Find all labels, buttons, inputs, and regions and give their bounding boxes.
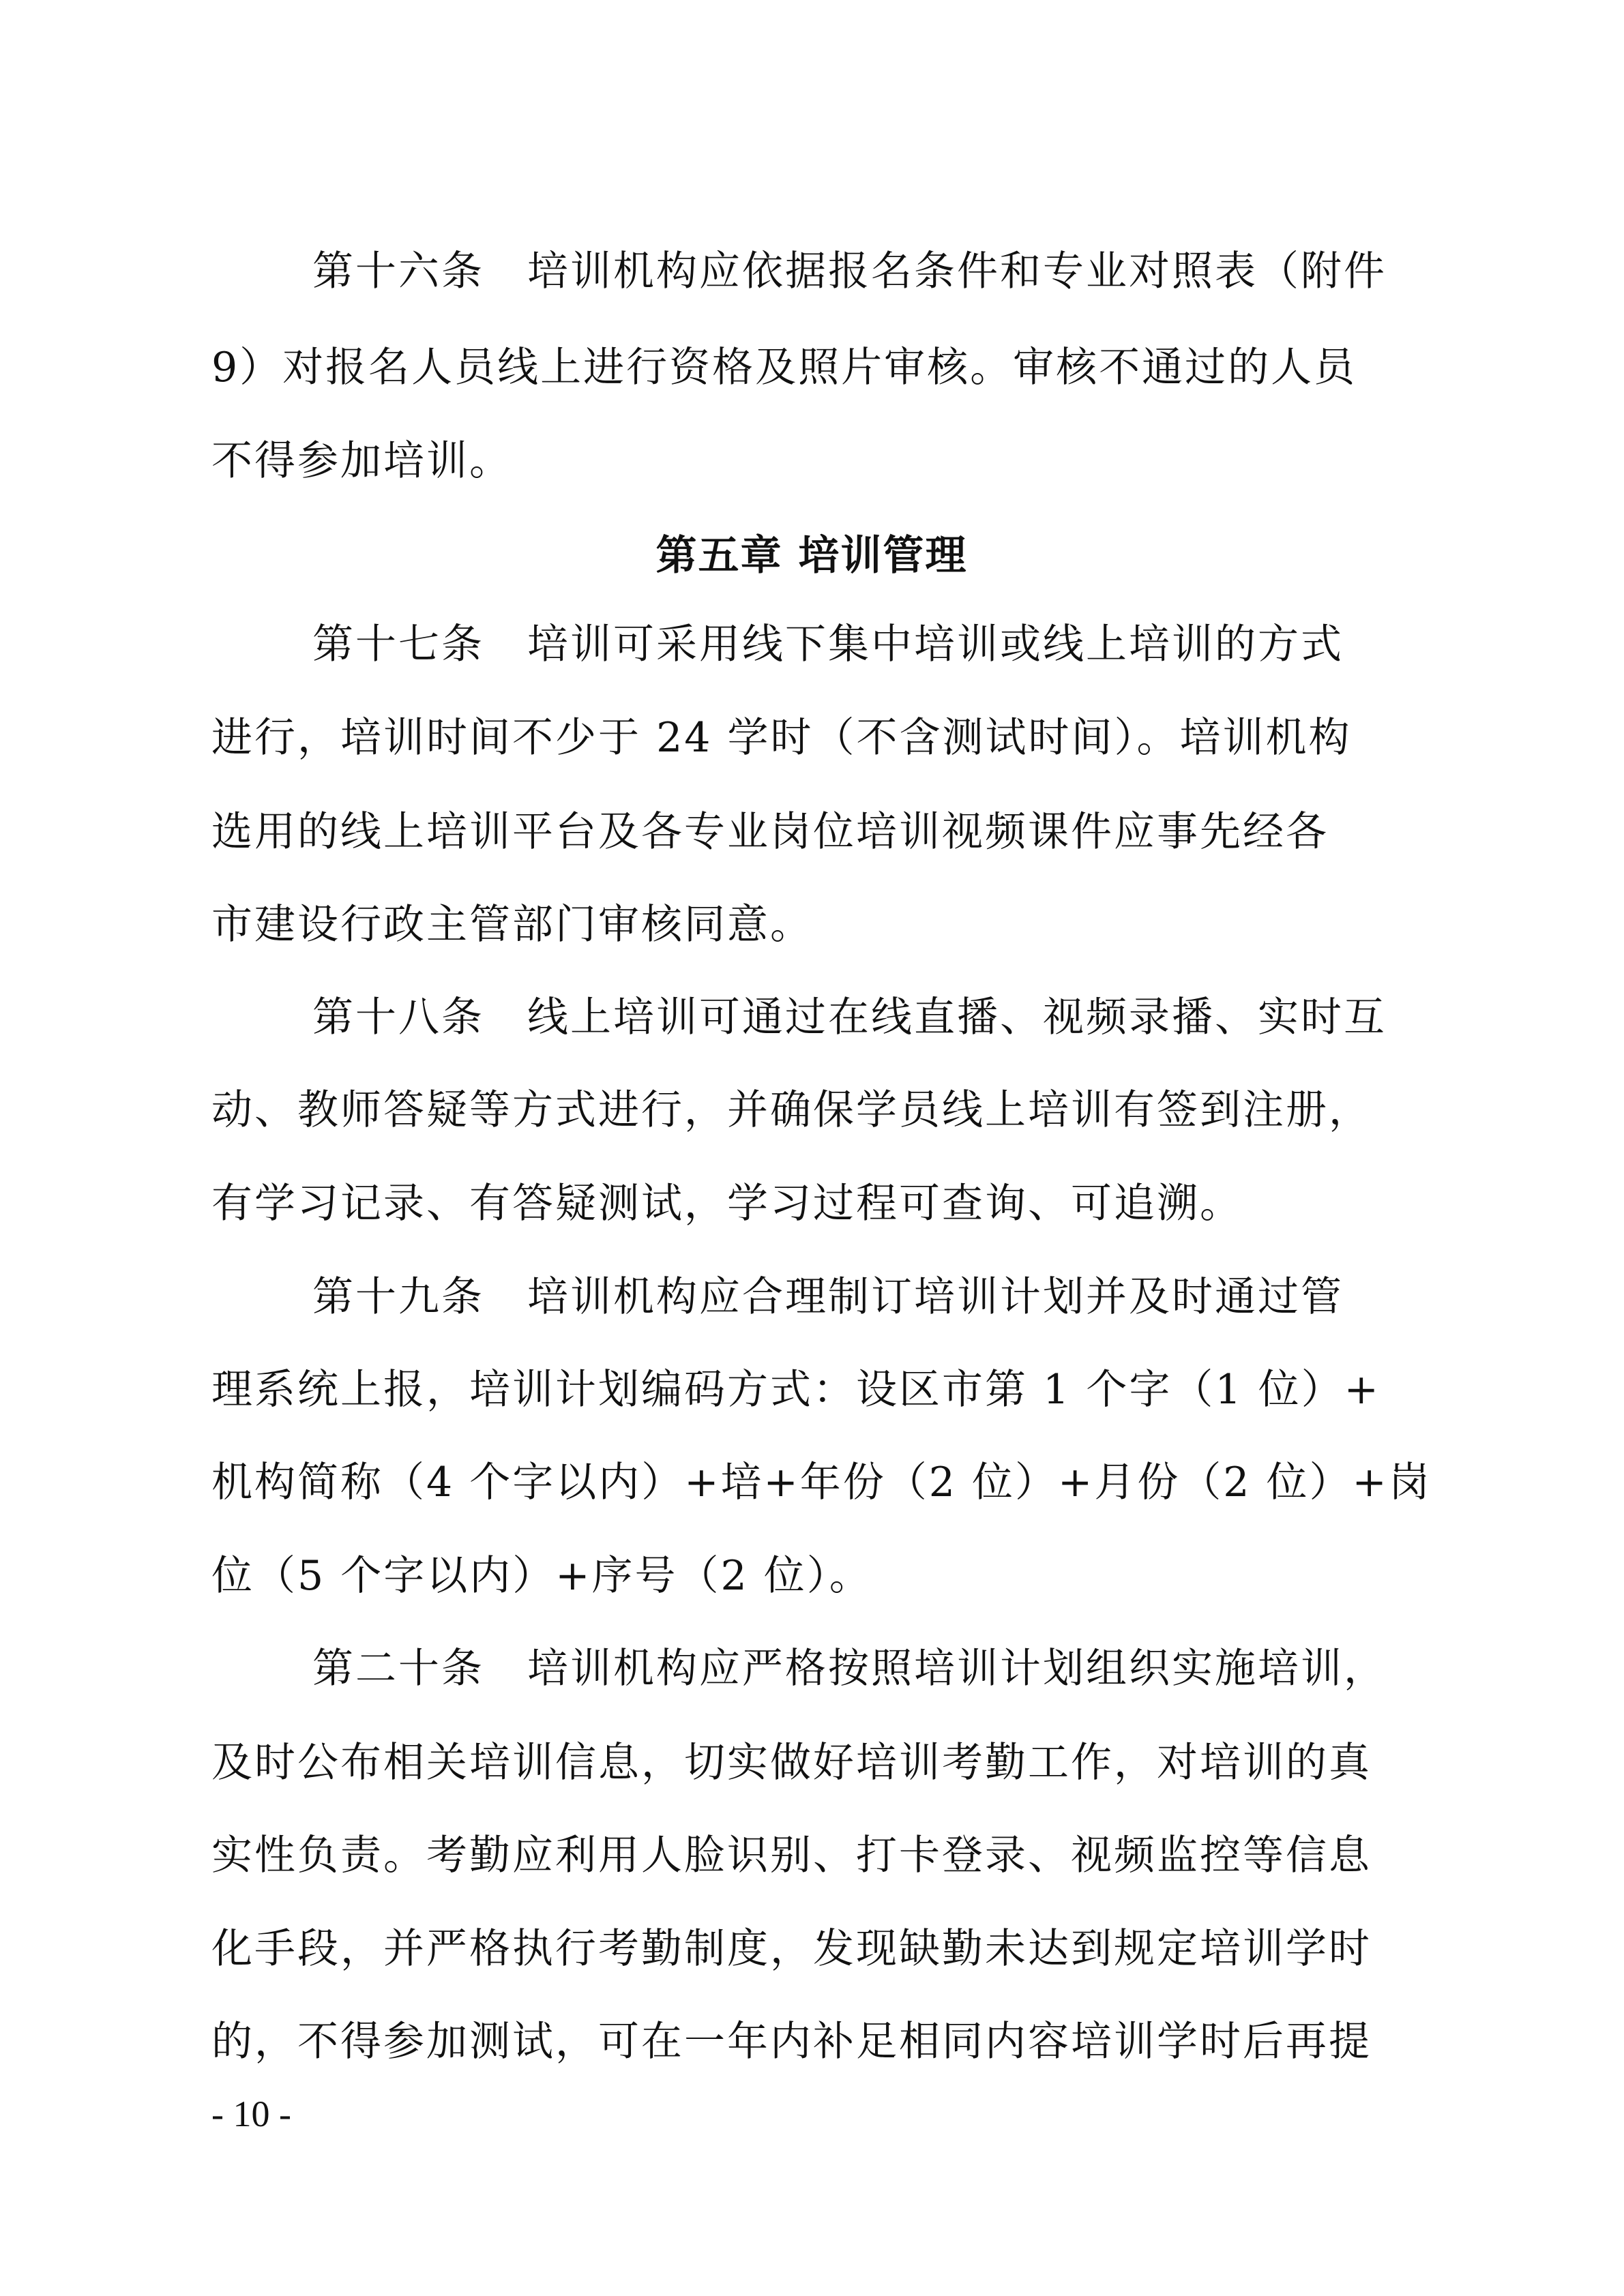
article-20-line-5: 的，不得参加测试，可在一年内补足相同内容培训学时后再提	[211, 2018, 1372, 2066]
article-16-line-1: 第十六条 培训机构应依据报名条件和专业对照表（附件	[312, 248, 1387, 295]
article-18-line-1: 第十八条 线上培训可通过在线直播、视频录播、实时互	[312, 994, 1387, 1041]
chapter-heading: 第五章 培训管理	[655, 532, 968, 580]
article-18-line-2: 动、教师答疑等方式进行，并确保学员线上培训有签到注册，	[211, 1086, 1372, 1134]
page-number: - 10 -	[211, 2093, 291, 2134]
article-20-line-2: 及时公布相关培训信息，切实做好培训考勤工作，对培训的真	[211, 1739, 1372, 1787]
article-16-line-3: 不得参加培训。	[211, 437, 512, 485]
article-16-line-2: 9）对报名人员线上进行资格及照片审核。审核不通过的人员	[211, 344, 1357, 391]
article-17-line-3: 选用的线上培训平台及各专业岗位培训视频课件应事先经各	[211, 808, 1329, 856]
article-17-line-2: 进行，培训时间不少于 24 学时（不含测试时间）。培训机构	[211, 714, 1352, 762]
article-19-line-1: 第十九条 培训机构应合理制订培训计划并及时通过管	[312, 1273, 1344, 1321]
article-18-line-3: 有学习记录、有答疑测试，学习过程可查询、可追溯。	[211, 1180, 1243, 1227]
article-17-line-1: 第十七条 培训可采用线下集中培训或线上培训的方式	[312, 621, 1344, 668]
article-19-line-4: 位（5 个字以内）+序号（2 位）。	[211, 1552, 872, 1600]
article-19-line-2: 理系统上报，培训计划编码方式：设区市第 1 个字（1 位）+	[211, 1366, 1381, 1414]
article-20-line-1: 第二十条 培训机构应严格按照培训计划组织实施培训，	[312, 1645, 1387, 1693]
article-17-line-4: 市建设行政主管部门审核同意。	[211, 901, 813, 949]
article-19-line-3: 机构简称（4 个字以内）+培+年份（2 位）+月份（2 位）+岗	[211, 1459, 1432, 1506]
article-20-line-4: 化手段，并严格执行考勤制度，发现缺勤未达到规定培训学时	[211, 1925, 1372, 1973]
article-20-line-3: 实性负责。考勤应利用人脸识别、打卡登录、视频监控等信息	[211, 1832, 1372, 1879]
